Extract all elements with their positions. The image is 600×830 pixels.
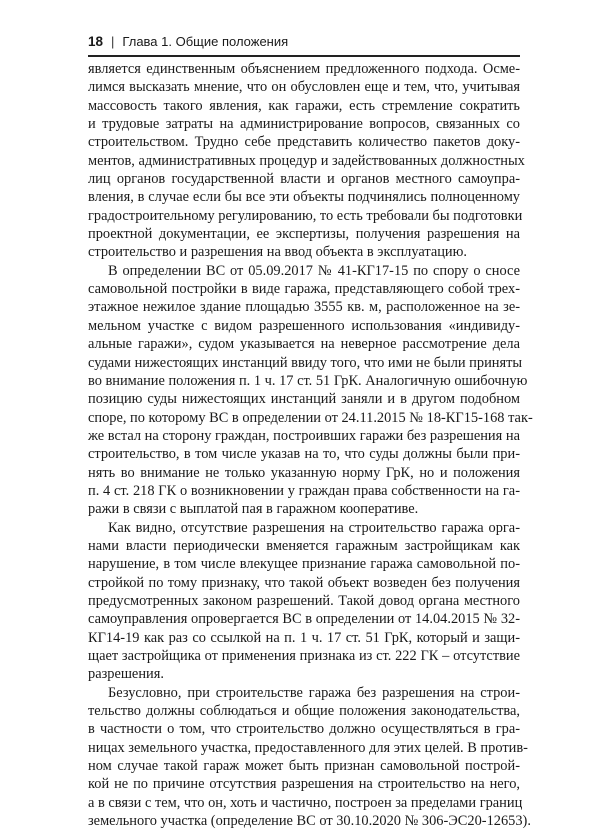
text-line: и трудовые затраты на администрирование вопросов, связанных со bbox=[88, 116, 520, 133]
text-line: судами нижестоящих инстанций ввиду того, что ими не были приняты bbox=[88, 354, 523, 371]
text-line: позицию суды нижестоящих инстанций заняли и в другом подобном bbox=[88, 391, 520, 408]
text-line: вления, в случае если бы все эти объекты подчинялись полноценному bbox=[88, 189, 520, 206]
text-line: самоуправления опровергается ВС в определении от 14.04.2015 № 32- bbox=[88, 611, 520, 628]
text-line: строительство и разрешения на ввод объекта в эксплуатацию. bbox=[88, 244, 467, 261]
paragraph bbox=[88, 684, 531, 830]
chapter-title: Глава 1. Общие положения bbox=[122, 33, 289, 49]
text-line: а в связи с тем, что он, хоть и частично, построен за пределами границ bbox=[88, 794, 523, 811]
text-line: массовость такого явления, как гаражи, есть стремление сократить bbox=[88, 97, 520, 114]
text-line: стройкой по тому признаку, что такой объект возведен без получения bbox=[88, 574, 520, 591]
paragraph bbox=[88, 60, 525, 262]
running-head bbox=[88, 30, 520, 52]
text-line: альные гаражи», судом указывается на неверное рассмотрение дела bbox=[88, 336, 520, 353]
text-line: предусмотренных законом разрешений. Такой довод органа местного bbox=[88, 592, 520, 609]
text-line: лиц органов государственной власти и органов местного самоупра- bbox=[88, 171, 520, 188]
text-line: ментов, административных процедур и задействованных должностных bbox=[88, 152, 525, 169]
text-line: В определении ВС от 05.09.2017 № 41-КГ17-15 по спору о сносе bbox=[108, 262, 520, 279]
text-line: разрешения. bbox=[88, 666, 164, 683]
text-line: является единственным объяснением предложенного подхода. Осме- bbox=[88, 61, 520, 77]
text-line: ницах земельного участка, предоставленного для этих целей. В против- bbox=[88, 739, 528, 756]
paragraph bbox=[88, 262, 533, 519]
text-line: ном случае такой гараж может быть признан самовольной построй- bbox=[88, 758, 520, 775]
text-line: нарушение, в том числе влекущее признание гаража самовольной по- bbox=[88, 556, 520, 573]
header-separator: | bbox=[111, 33, 115, 49]
paragraph bbox=[88, 519, 520, 684]
text-line: самовольной постройки в виде гаража, представляющего собой трех- bbox=[88, 281, 520, 298]
text-line: тельство должны соблюдаться и общие положения законодательства, bbox=[88, 703, 520, 720]
text-line: во внимание положения п. 1 ч. 17 ст. 51 ГрК. Аналогичную ошибочную bbox=[88, 372, 528, 389]
text-line: проектной документации, ее экспертизы, получения разрешения на bbox=[88, 226, 520, 243]
text-line: мельном участке с видом разрешенного использования «индивиду- bbox=[88, 317, 520, 334]
text-line: ражи в связи с выплатой пая в гаражном кооперативе. bbox=[88, 501, 419, 518]
text-line: лимся высказать мнение, что он обусловлен еще и тем, что, учитывая bbox=[88, 79, 520, 96]
text-line: нять во внимание не только указанную норму ГрК, но и положения bbox=[88, 464, 520, 481]
text-line: градостроительному регулированию, то есть требовали бы подготовки bbox=[88, 207, 523, 224]
text-line: кой не по причине отсутствия разрешения на строительство на него, bbox=[88, 776, 520, 793]
text-line: этажное нежилое здание площадью 3555 кв. м, расположенное на зе- bbox=[88, 299, 520, 316]
text-line: строительством. Трудно себе представить количество пакетов доку- bbox=[88, 134, 520, 151]
text-line: Как видно, отсутствие разрешения на строительство гаража орга- bbox=[108, 519, 520, 536]
text-line: п. 4 ст. 218 ГК о возникновении у граждан права собственности на га- bbox=[88, 482, 520, 499]
text-line: КГ14-19 как раз со ссылкой на п. 1 ч. 17 ст. 51 ГрК, который и защи- bbox=[88, 629, 520, 646]
page-number: 18 bbox=[88, 33, 104, 49]
text-line: щает застройщика от применения признака из ст. 222 ГК – отсутствие bbox=[88, 648, 520, 664]
text-line: споре, по которому ВС в определении от 24.11.2015 № 18-КГ15-168 так- bbox=[88, 409, 533, 426]
text-line: в частности о том, что строительство должно осуществляться в гра- bbox=[88, 721, 520, 738]
body-text bbox=[88, 60, 533, 830]
text-line: Безусловно, при строительстве гаража без разрешения на строи- bbox=[108, 684, 520, 701]
text-line: строительство, в том числе указав на то, что суды должны были при- bbox=[88, 446, 520, 463]
text-line: нами власти периодически вменяется гаражным застройщикам как bbox=[88, 537, 520, 554]
text-line: земельного участка (определение ВС от 30.10.2020 № 306-ЭС20-12653). bbox=[88, 813, 531, 830]
header-rule bbox=[88, 55, 520, 57]
text-line: же встал на сторону граждан, построивших гаражи без разрешения на bbox=[88, 427, 520, 444]
